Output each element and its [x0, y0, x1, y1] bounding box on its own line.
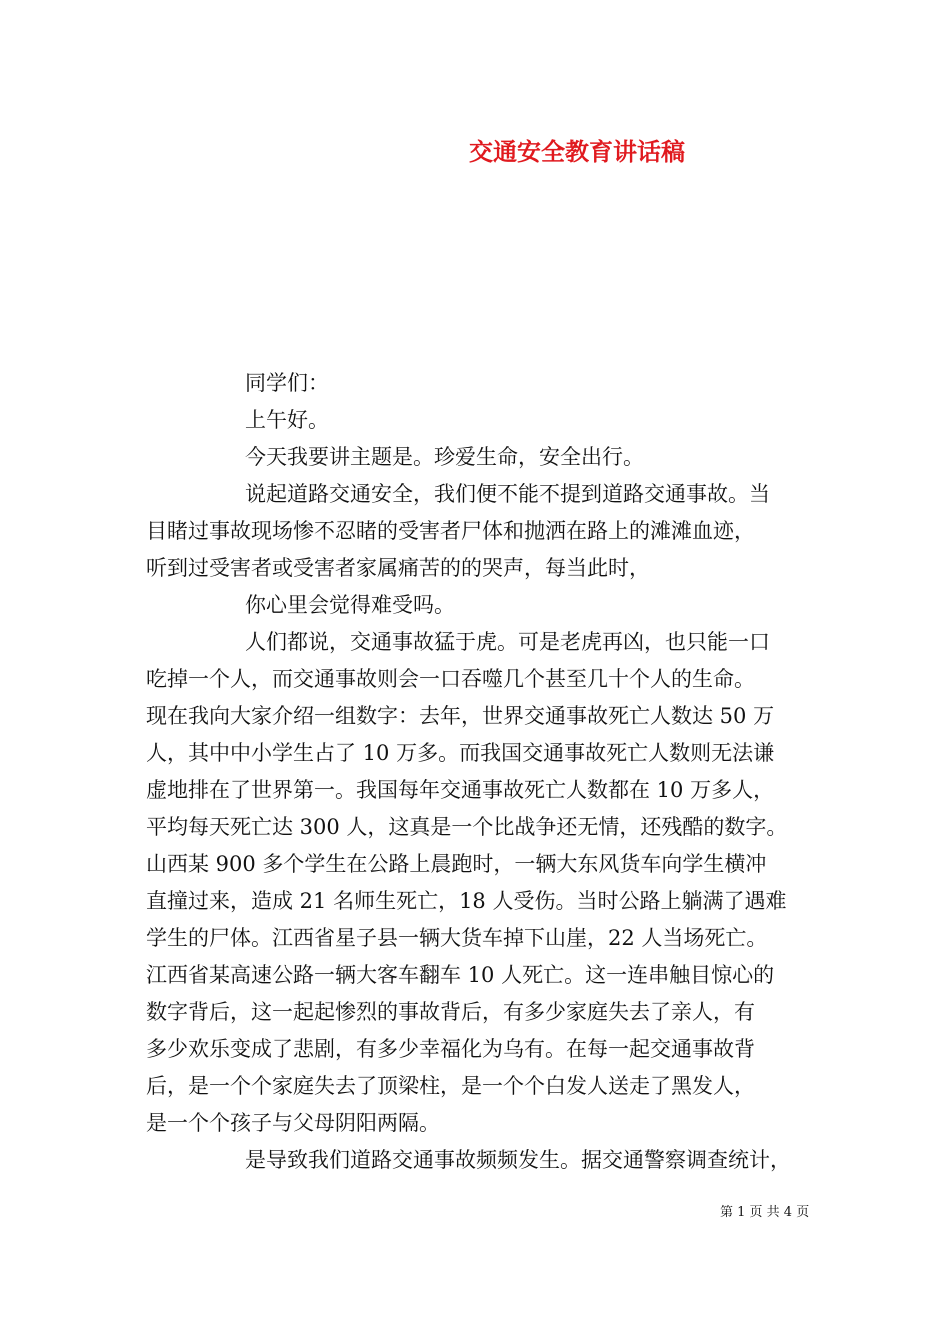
- text-line: 平均每天死亡达 300 人，这真是一个比战争还无情，还残酷的数字。: [146, 815, 788, 839]
- text-line: 现在我向大家介绍一组数字：去年，世界交通事故死亡人数达 50 万: [146, 704, 775, 728]
- text-line: 数字背后，这一起起惨烈的事故背后，有多少家庭失去了亲人，有: [146, 1000, 755, 1024]
- text-line: 江西省某高速公路一辆大客车翻车 10 人死亡。这一连串触目惊心的: [146, 963, 775, 987]
- text-line: 直撞过来，造成 21 名师生死亡，18 人受伤。当时公路上躺满了遇难: [146, 889, 787, 913]
- text-line: 山西某 900 多个学生在公路上晨跑时，一辆大东风货车向学生横冲: [146, 852, 767, 876]
- text-line: 同学们：: [245, 371, 329, 395]
- text-line: 多少欢乐变成了悲剧，有多少幸福化为乌有。在每一起交通事故背: [146, 1037, 755, 1061]
- text-line: 虚地排在了世界第一。我国每年交通事故死亡人数都在 10 万多人，: [146, 778, 775, 802]
- text-line: 是导致我们道路交通事故频频发生。据交通警察调查统计，: [245, 1148, 791, 1172]
- text-line: 今天我要讲主题是。珍爱生命，安全出行。: [245, 445, 644, 469]
- document-title: 交通安全教育讲话稿: [469, 137, 685, 166]
- text-line: 你心里会觉得难受吗。: [245, 593, 455, 617]
- text-line: 学生的尸体。江西省星子县一辆大货车掉下山崖，22 人当场死亡。: [146, 926, 768, 950]
- text-line: 说起道路交通安全，我们便不能不提到道路交通事故。当: [245, 482, 770, 506]
- text-line: 吃掉一个人，而交通事故则会一口吞噬几个甚至几十个人的生命。: [146, 667, 755, 691]
- document-body: [146, 365, 814, 1179]
- text-line: 上午好。: [245, 408, 329, 432]
- text-line: 人们都说，交通事故猛于虎。可是老虎再凶，也只能一口: [245, 630, 770, 654]
- text-line: 后，是一个个家庭失去了顶梁柱，是一个个白发人送走了黑发人，: [146, 1074, 755, 1098]
- text-line: 是一个个孩子与父母阴阳两隔。: [146, 1111, 440, 1135]
- page-footer: 第 1 页 共 4 页: [720, 1205, 810, 1220]
- text-line: 人，其中中小学生占了 10 万多。而我国交通事故死亡人数则无法谦: [146, 741, 775, 765]
- text-line: 听到过受害者或受害者家属痛苦的的哭声，每当此时，: [146, 556, 650, 580]
- text-line: 目睹过事故现场惨不忍睹的受害者尸体和抛洒在路上的滩滩血迹，: [146, 519, 755, 543]
